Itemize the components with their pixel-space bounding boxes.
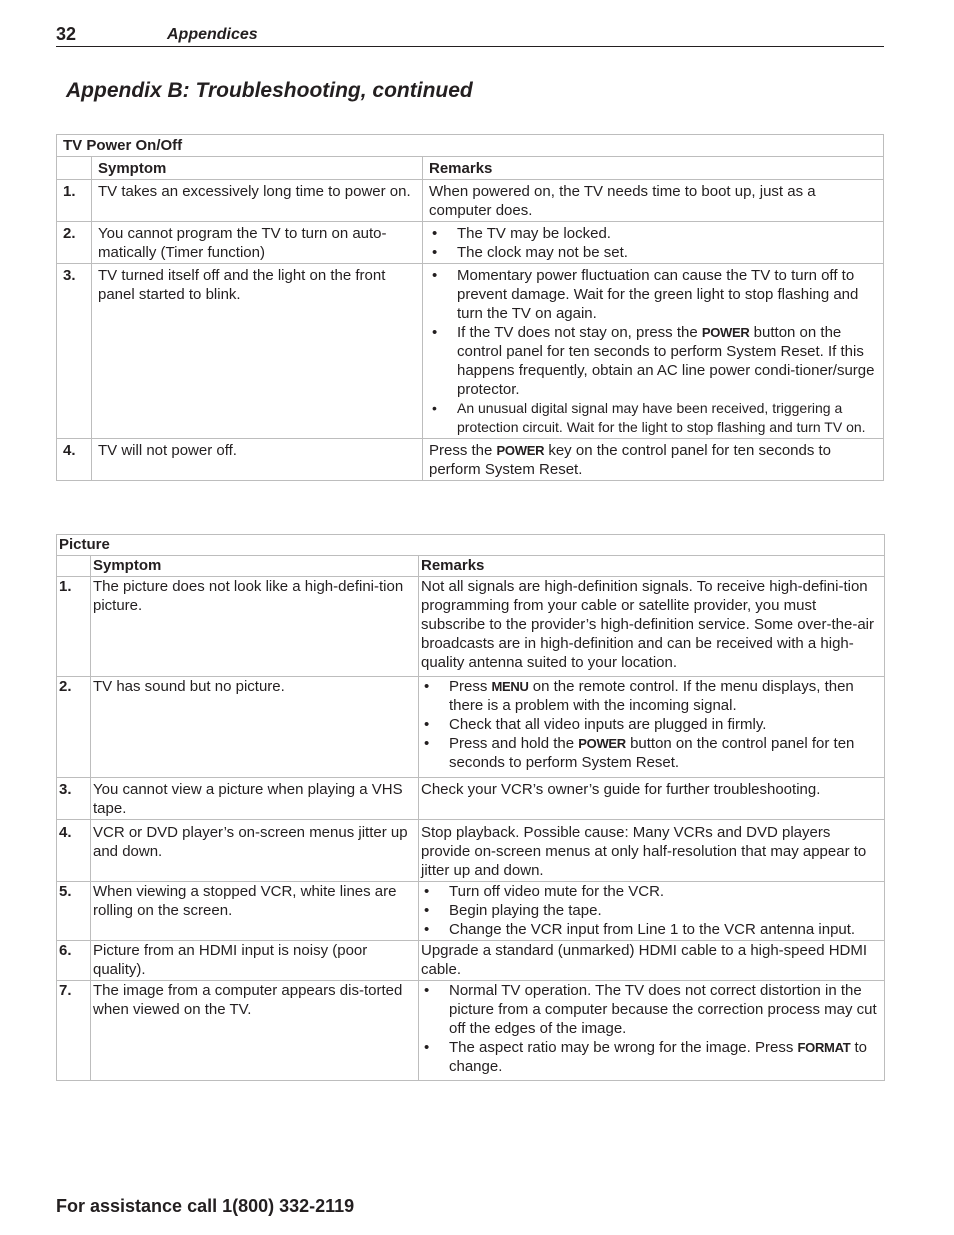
- row-number: 3.: [57, 778, 91, 820]
- remark-text: Press: [449, 678, 488, 695]
- symptom-cell: TV turned itself off and the light on the front panel started to blink.: [92, 264, 423, 439]
- remark-text: on the remote control. If the menu displays, then there is a problem with the incoming signal.: [449, 678, 854, 714]
- table-row: [57, 222, 884, 264]
- table-section-row: [57, 535, 885, 556]
- table-row: [57, 882, 885, 941]
- row-number: 2.: [57, 222, 92, 264]
- remarks-cell: [423, 222, 884, 264]
- row-number: 6.: [57, 941, 91, 981]
- tv-power-table: [56, 134, 884, 481]
- table-row: [57, 820, 885, 882]
- remarks-cell: Not all signals are high-definition signals. To receive high-defini-tion programming from your cable or satellite provider, you must subscribe to the provider’s high-definition service. Some over-the-air broadcasts are in high-definition and can be received with a high-quality antenna suited to your location.: [419, 577, 885, 677]
- row-number: 2.: [57, 677, 91, 778]
- remark-bullet: • Change the VCR input from Line 1 to the VCR antenna input.: [421, 920, 882, 939]
- row-number: 5.: [57, 882, 91, 941]
- format-key-label: FORMAT: [797, 1040, 851, 1055]
- header-remarks: Remarks: [419, 556, 885, 577]
- table-section-row: [57, 135, 884, 157]
- header-symptom: Symptom: [91, 556, 419, 577]
- symptom-cell: TV will not power off.: [92, 439, 423, 481]
- remarks-cell: [419, 981, 885, 1081]
- header-symptom: Symptom: [92, 157, 423, 180]
- power-key-label: POWER: [496, 443, 545, 458]
- symptom-cell: You cannot view a picture when playing a VHS tape.: [91, 778, 419, 820]
- remark-text: key on the control panel for ten seconds to perform System Reset.: [429, 442, 832, 478]
- page-header: [56, 24, 884, 47]
- symptom-cell: When viewing a stopped VCR, white lines are rolling on the screen.: [91, 882, 419, 941]
- symptom-cell: TV has sound but no picture.: [91, 677, 419, 778]
- remarks-cell: When powered on, the TV needs time to boot up, just as a computer does.: [423, 180, 884, 222]
- remarks-cell: Stop playback. Possible cause: Many VCRs and DVD players provide on-screen menus at only half-resolution that may appear to jitter up and down.: [419, 820, 885, 882]
- remark-bullet: [421, 1038, 882, 1076]
- section-label: TV Power On/Off: [57, 135, 884, 157]
- remarks-cell: [419, 882, 885, 941]
- row-number: 7.: [57, 981, 91, 1081]
- symptom-cell: TV takes an excessively long time to power on.: [92, 180, 423, 222]
- remark-text: Press and hold the: [449, 735, 575, 752]
- picture-table: [56, 534, 885, 1081]
- remark-bullet: • Check that all video inputs are plugged in firmly.: [421, 715, 882, 734]
- remark-bullet: • The TV may be locked.: [429, 224, 877, 243]
- row-number: 1.: [57, 180, 92, 222]
- table-row: [57, 778, 885, 820]
- header-num: [57, 556, 91, 577]
- table-row: [57, 677, 885, 778]
- remark-text: button on the control panel for ten seconds to perform System Reset. If this happens frequently, obtain an AC line power condi-tioner/surge protector.: [457, 324, 875, 398]
- remark-bullet: • Begin playing the tape.: [421, 901, 882, 920]
- table-row: [57, 577, 885, 677]
- symptom-cell: VCR or DVD player’s on-screen menus jitter up and down.: [91, 820, 419, 882]
- section-name: Appendices: [167, 26, 258, 43]
- remark-text: Press the: [429, 442, 493, 459]
- remark-bullet: • The clock may not be set.: [429, 243, 877, 262]
- remark-text: to change.: [449, 1039, 868, 1075]
- power-key-label: POWER: [701, 325, 750, 340]
- assistance-footer: For assistance call 1(800) 332-2119: [56, 1196, 355, 1216]
- remark-bullet: • Normal TV operation. The TV does not correct distortion in the picture from a computer because the correction process may cut off the edges of the image.: [421, 981, 882, 1038]
- row-number: 1.: [57, 577, 91, 677]
- symptom-cell: The image from a computer appears dis-torted when viewed on the TV.: [91, 981, 419, 1081]
- row-number: 3.: [57, 264, 92, 439]
- table-header-row: [57, 157, 884, 180]
- page-title: Appendix B: Troubleshooting, continued: [66, 79, 473, 102]
- page-number: 32: [56, 24, 77, 44]
- table-header-row: [57, 556, 885, 577]
- table-row: [57, 264, 884, 439]
- remark-bullet: [421, 677, 882, 715]
- row-number: 4.: [57, 820, 91, 882]
- symptom-cell: Picture from an HDMI input is noisy (poor quality).: [91, 941, 419, 981]
- row-number: 4.: [57, 439, 92, 481]
- table-row: [57, 439, 884, 481]
- remark-text: The aspect ratio may be wrong for the image. Press: [449, 1039, 794, 1056]
- remark-text: button on the control panel for ten seconds to perform System Reset.: [449, 735, 855, 771]
- symptom-cell: You cannot program the TV to turn on auto-matically (Timer function): [92, 222, 423, 264]
- power-key-label: POWER: [578, 736, 626, 751]
- remark-text: If the TV does not stay on, press the: [457, 324, 698, 341]
- symptom-cell: The picture does not look like a high-defini-tion picture.: [91, 577, 419, 677]
- remark-bullet: • An unusual digital signal may have been received, triggering a protection circuit. Wait for the light to stop flashing and turn TV on.: [429, 399, 877, 437]
- remark-bullet: • Momentary power fluctuation can cause the TV to turn off to prevent damage. Wait for the green light to stop flashing and turn the TV on again.: [429, 266, 877, 323]
- header-remarks: Remarks: [423, 157, 884, 180]
- remarks-cell: [423, 439, 884, 481]
- table-row: [57, 941, 885, 981]
- table-row: [57, 180, 884, 222]
- remark-bullet: [421, 734, 882, 772]
- remarks-cell: [419, 677, 885, 778]
- table-row: [57, 981, 885, 1081]
- remark-bullet: [429, 323, 877, 399]
- menu-key-label: MENU: [491, 679, 529, 694]
- remarks-cell: Upgrade a standard (unmarked) HDMI cable to a high-speed HDMI cable.: [419, 941, 885, 981]
- remarks-cell: [423, 264, 884, 439]
- section-label: Picture: [57, 535, 885, 556]
- remarks-cell: Check your VCR’s owner’s guide for further troubleshooting.: [419, 778, 885, 820]
- remark-bullet: • Turn off video mute for the VCR.: [421, 882, 882, 901]
- header-num: [57, 157, 92, 180]
